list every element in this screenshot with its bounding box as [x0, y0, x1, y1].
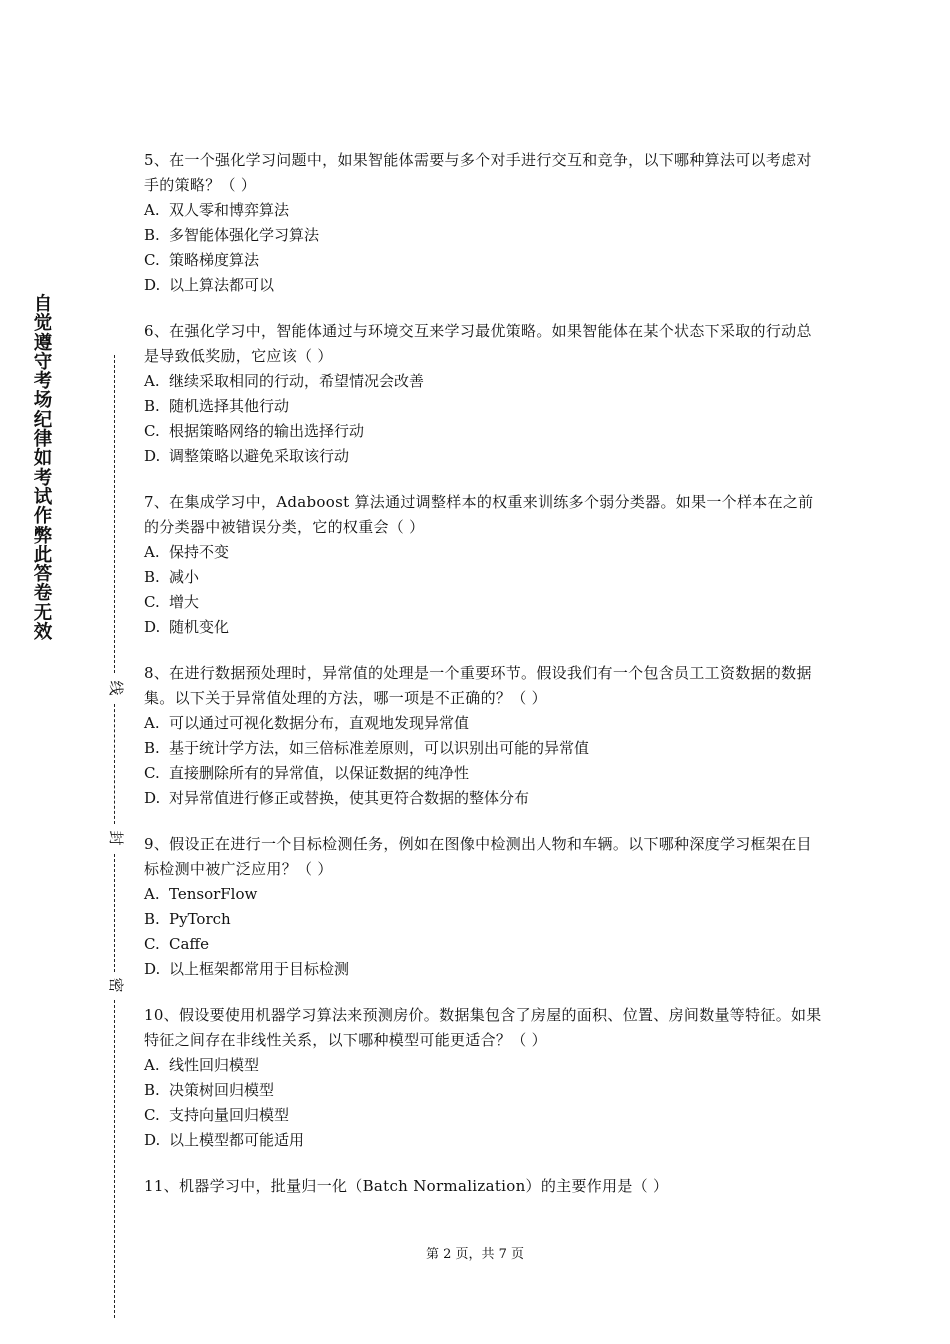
answer-option — [144, 1103, 824, 1128]
answer-option — [144, 419, 824, 444]
option-text: 多智能体强化学习算法 — [169, 226, 320, 244]
notice-char: 自 — [33, 294, 53, 315]
seal-mark-seal: 封 — [106, 828, 126, 848]
option-letter: D. — [144, 618, 161, 636]
option-text: 调整策略以避免采取该行动 — [169, 447, 350, 465]
option-letter: A. — [144, 885, 160, 903]
option-text: 保持不变 — [169, 543, 230, 561]
option-text: 双人零和博弈算法 — [169, 201, 290, 219]
option-text: 根据策略网络的输出选择行动 — [169, 422, 365, 440]
option-letter: D. — [144, 276, 161, 294]
option-text: 对异常值进行修正或替换，使其更符合数据的整体分布 — [169, 789, 530, 807]
option-text: 支持向量回归模型 — [169, 1106, 290, 1124]
seal-mark-line: 线 — [106, 678, 126, 698]
question-block — [144, 832, 824, 982]
option-text: 增大 — [169, 593, 200, 611]
binding-dashed-line-3 — [114, 854, 115, 972]
option-letter: B. — [144, 910, 160, 928]
option-list — [144, 369, 824, 469]
question-block — [144, 661, 824, 811]
option-letter: C. — [144, 251, 160, 269]
notice-char: 如 — [33, 448, 53, 470]
notice-char: 作 — [33, 506, 53, 528]
question-stem: 10、假设要使用机器学习算法来预测房价。数据集包含了房屋的面积、位置、房间数量等特征。如果特征之间存在非线性关系，以下哪种模型可能更适合？（ ） — [144, 1006, 822, 1049]
page-footer: 第 2 页，共 7 页 — [425, 1247, 525, 1262]
answer-option — [144, 223, 824, 248]
option-text: Caffe — [169, 935, 209, 953]
question-stem: 8、在进行数据预处理时，异常值的处理是一个重要环节。假设我们有一个包含员工工资数据的数据集。以下关于异常值处理的方法，哪一项是不正确的？（ ） — [144, 664, 812, 707]
option-text: 直接删除所有的异常值，以保证数据的纯净性 — [169, 764, 470, 782]
option-letter: B. — [144, 397, 160, 415]
option-letter: C. — [144, 764, 160, 782]
answer-option — [144, 1128, 824, 1153]
answer-option — [144, 786, 824, 811]
option-text: 减小 — [169, 568, 200, 586]
exam-discipline-notice — [32, 295, 54, 642]
answer-option — [144, 932, 824, 957]
option-letter: D. — [144, 960, 161, 978]
question-stem: 11、机器学习中，批量归一化（Batch Normalization）的主要作用是（ ） — [144, 1177, 669, 1195]
option-letter: A. — [144, 714, 160, 732]
option-letter: B. — [144, 568, 160, 586]
answer-option — [144, 615, 824, 640]
question-block — [144, 319, 824, 469]
option-letter: A. — [144, 543, 160, 561]
option-text: TensorFlow — [169, 885, 258, 903]
question-block — [144, 148, 824, 298]
notice-char: 效 — [33, 622, 53, 644]
option-list — [144, 198, 824, 298]
option-list — [144, 711, 824, 811]
answer-option — [144, 565, 824, 590]
notice-char: 无 — [33, 602, 53, 624]
option-list — [144, 882, 824, 982]
answer-option — [144, 540, 824, 565]
notice-char: 觉 — [33, 313, 53, 335]
answer-option — [144, 761, 824, 786]
answer-option — [144, 1078, 824, 1103]
option-letter: D. — [144, 1131, 161, 1149]
answer-option — [144, 590, 824, 615]
answer-option — [144, 369, 824, 394]
binding-dashed-line-4 — [114, 1000, 115, 1318]
notice-char: 场 — [33, 390, 53, 412]
answer-option — [144, 273, 824, 298]
binding-dashed-line-2 — [114, 704, 115, 824]
question-stem: 7、在集成学习中，Adaboost 算法通过调整样本的权重来训练多个弱分类器。如果一个样本在之前的分类器中被错误分类，它的权重会（ ） — [144, 493, 814, 536]
question-stem: 5、在一个强化学习问题中，如果智能体需要与多个对手进行交互和竞争，以下哪种算法可以考虑对手的策略？（ ） — [144, 151, 812, 194]
option-text: 以上模型都可能适用 — [169, 1131, 305, 1149]
notice-char: 考 — [33, 371, 53, 393]
notice-char: 试 — [33, 486, 53, 508]
option-letter: A. — [144, 201, 160, 219]
option-letter: D. — [144, 789, 161, 807]
answer-option — [144, 394, 824, 419]
option-text: 可以通过可视化数据分布，直观地发现异常值 — [169, 714, 470, 732]
answer-option — [144, 736, 824, 761]
answer-option — [144, 444, 824, 469]
option-letter: C. — [144, 935, 160, 953]
question-stem: 9、假设正在进行一个目标检测任务，例如在图像中检测出人物和车辆。以下哪种深度学习框架在目标检测中被广泛应用？（ ） — [144, 835, 812, 878]
notice-char: 弊 — [33, 525, 53, 547]
binding-dashed-line-1 — [114, 355, 115, 673]
question-list — [144, 148, 824, 1220]
answer-option — [144, 957, 824, 982]
answer-option — [144, 882, 824, 907]
answer-option — [144, 198, 824, 223]
option-letter: B. — [144, 226, 160, 244]
notice-char: 遵 — [33, 332, 53, 354]
notice-char: 纪 — [33, 409, 53, 431]
option-text: 线性回归模型 — [169, 1056, 260, 1074]
question-block — [144, 490, 824, 640]
question-stem: 6、在强化学习中，智能体通过与环境交互来学习最优策略。如果智能体在某个状态下采取的行动总是导致低奖励，它应该（ ） — [144, 322, 812, 365]
option-letter: A. — [144, 1056, 160, 1074]
notice-char: 此 — [33, 544, 53, 566]
notice-char: 守 — [33, 351, 53, 373]
option-letter: C. — [144, 422, 160, 440]
option-letter: C. — [144, 593, 160, 611]
option-text: 决策树回归模型 — [169, 1081, 275, 1099]
answer-option — [144, 907, 824, 932]
option-text: PyTorch — [169, 910, 231, 928]
option-letter: A. — [144, 372, 160, 390]
option-text: 随机变化 — [169, 618, 230, 636]
option-text: 策略梯度算法 — [169, 251, 260, 269]
option-letter: D. — [144, 447, 161, 465]
answer-option — [144, 1053, 824, 1078]
option-text: 以上框架都常用于目标检测 — [169, 960, 350, 978]
notice-char: 律 — [33, 429, 53, 451]
option-list — [144, 540, 824, 640]
notice-char: 考 — [33, 467, 53, 489]
option-letter: C. — [144, 1106, 160, 1124]
seal-mark-secret: 密 — [106, 975, 126, 995]
option-list — [144, 1053, 824, 1153]
option-text: 随机选择其他行动 — [169, 397, 290, 415]
answer-option — [144, 711, 824, 736]
question-block — [144, 1003, 824, 1153]
option-text: 基于统计学方法，如三倍标准差原则，可以识别出可能的异常值 — [169, 739, 590, 757]
option-letter: B. — [144, 739, 160, 757]
notice-char: 答 — [33, 564, 53, 586]
option-letter: B. — [144, 1081, 160, 1099]
option-text: 继续采取相同的行动，希望情况会改善 — [169, 372, 425, 390]
option-text: 以上算法都可以 — [169, 276, 275, 294]
question-block — [144, 1174, 824, 1199]
answer-option — [144, 248, 824, 273]
notice-char: 卷 — [33, 583, 53, 605]
